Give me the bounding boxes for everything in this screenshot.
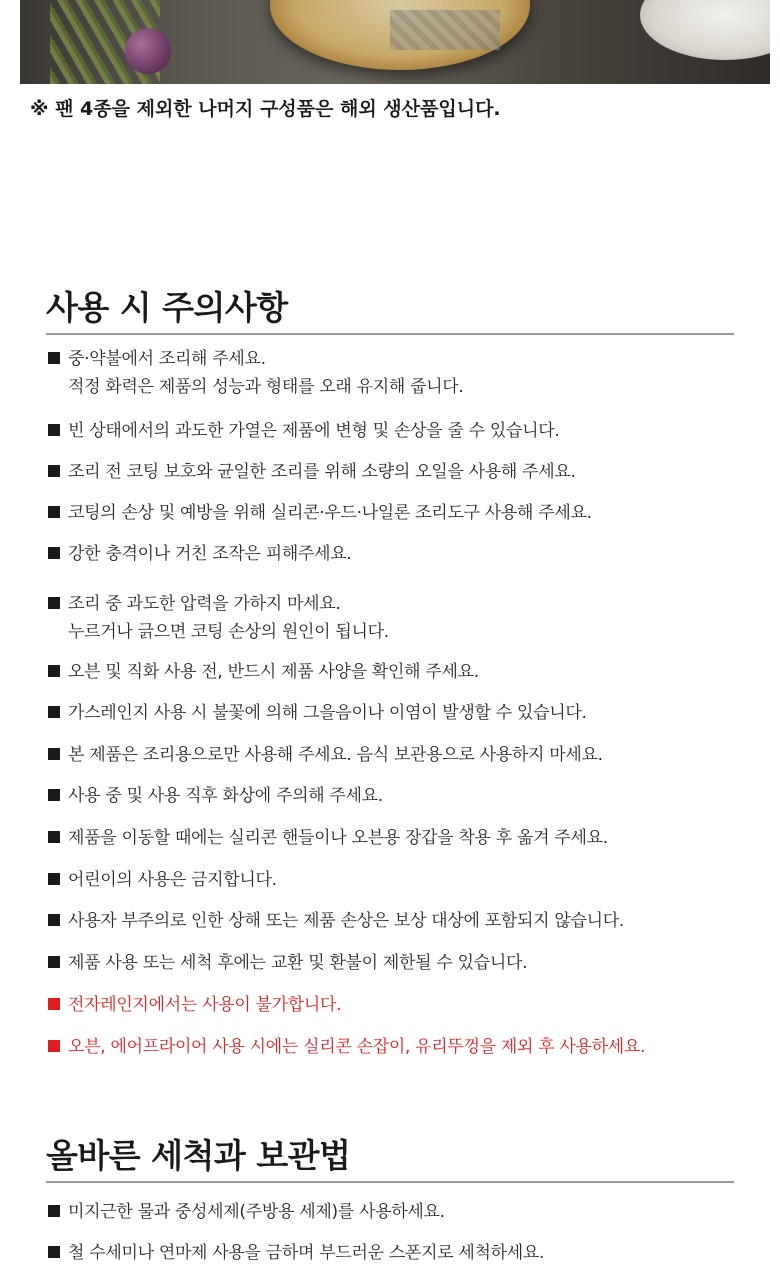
square-bullet-icon bbox=[48, 873, 60, 885]
caution-item: 사용 중 및 사용 직후 화상에 주의해 주세요. bbox=[48, 782, 383, 810]
square-bullet-icon bbox=[48, 831, 60, 843]
caution-divider bbox=[46, 333, 734, 335]
caution-item: 코팅의 손상 및 예방을 위해 실리콘·우드·나일론 조리도구 사용해 주세요. bbox=[48, 499, 592, 527]
square-bullet-icon bbox=[48, 1040, 60, 1052]
caution-item-warning: 전자레인지에서는 사용이 불가합니다. bbox=[48, 991, 341, 1019]
cloth-decoration bbox=[390, 10, 500, 50]
square-bullet-icon bbox=[48, 748, 60, 760]
square-bullet-icon bbox=[48, 914, 60, 926]
caution-item: 본 제품은 조리용으로만 사용해 주세요. 음식 보관용으로 사용하지 마세요. bbox=[48, 741, 603, 769]
square-bullet-icon bbox=[48, 665, 60, 677]
cleaning-section-title: 올바른 세척과 보관법 bbox=[46, 1136, 351, 1175]
caution-section-title: 사용 시 주의사항 bbox=[46, 288, 288, 327]
onion-decoration bbox=[125, 28, 171, 74]
square-bullet-icon bbox=[48, 1246, 60, 1258]
square-bullet-icon bbox=[48, 547, 60, 559]
square-bullet-icon bbox=[48, 465, 60, 477]
caution-item: 강한 충격이나 거친 조작은 피해주세요. bbox=[48, 540, 351, 568]
plate-decoration bbox=[640, 0, 770, 60]
caution-item: 어린이의 사용은 금지합니다. bbox=[48, 866, 277, 894]
square-bullet-icon bbox=[48, 506, 60, 518]
overseas-production-notice: ※ 팬 4종을 제외한 나머지 구성품은 해외 생산품입니다. bbox=[30, 98, 501, 120]
square-bullet-icon bbox=[48, 998, 60, 1010]
square-bullet-icon bbox=[48, 706, 60, 718]
caution-item: 빈 상태에서의 과도한 가열은 제품에 변형 및 손상을 줄 수 있습니다. bbox=[48, 417, 559, 445]
caution-item: 제품을 이동할 때에는 실리콘 핸들이나 오븐용 장갑을 착용 후 옮겨 주세요. bbox=[48, 824, 608, 852]
caution-item: 사용자 부주의로 인한 상해 또는 제품 손상은 보상 대상에 포함되지 않습니다. bbox=[48, 907, 624, 935]
square-bullet-icon bbox=[48, 789, 60, 801]
cleaning-divider bbox=[46, 1181, 734, 1183]
caution-item: 조리 전 코팅 보호와 균일한 조리를 위해 소량의 오일을 사용해 주세요. bbox=[48, 458, 576, 486]
caution-item: 가스레인지 사용 시 불꽃에 의해 그을음이나 이염이 발생할 수 있습니다. bbox=[48, 699, 587, 727]
caution-item: 제품 사용 또는 세척 후에는 교환 및 환불이 제한될 수 있습니다. bbox=[48, 949, 527, 977]
caution-item: 오븐 및 직화 사용 전, 반드시 제품 사양을 확인해 주세요. bbox=[48, 658, 479, 686]
caution-item-warning: 오븐, 에어프라이어 사용 시에는 실리콘 손잡이, 유리뚜껑을 제외 후 사용하세요. bbox=[48, 1033, 645, 1061]
cleaning-item: 철 수세미나 연마제 사용을 금하며 부드러운 스폰지로 세척하세요. bbox=[48, 1239, 544, 1267]
square-bullet-icon bbox=[48, 1205, 60, 1217]
square-bullet-icon bbox=[48, 597, 60, 609]
product-photo bbox=[20, 0, 770, 84]
caution-item: 중·약불에서 조리해 주세요. 적정 화력은 제품의 성능과 형태를 오래 유지해 줍니다. bbox=[48, 345, 464, 401]
square-bullet-icon bbox=[48, 352, 60, 364]
square-bullet-icon bbox=[48, 956, 60, 968]
square-bullet-icon bbox=[48, 424, 60, 436]
cleaning-item: 미지근한 물과 중성세제(주방용 세제)를 사용하세요. bbox=[48, 1198, 445, 1226]
caution-item: 조리 중 과도한 압력을 가하지 마세요. 누르거나 긁으면 코팅 손상의 원인이 됩니다. bbox=[48, 590, 389, 646]
